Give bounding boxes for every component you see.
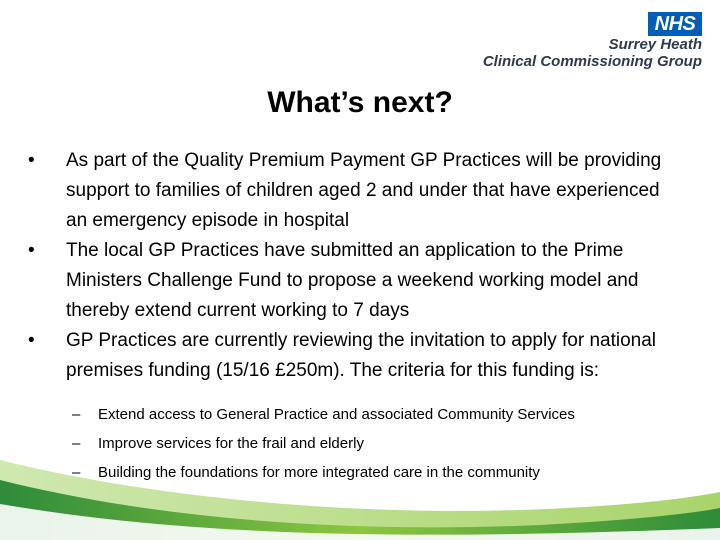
sub-bullet-text: Extend access to General Practice and associated Community Services xyxy=(98,406,575,423)
sub-bullet-marker: – xyxy=(72,435,81,452)
bullet-text: The local GP Practices have submitted an application to the Prime Ministers Challenge Fund to propose a weekend working model and thereby extend current working to 7 days xyxy=(66,240,639,321)
bullet-marker: • xyxy=(28,240,35,261)
sub-bullet-marker: – xyxy=(72,406,81,423)
sub-bullet-list xyxy=(66,400,682,487)
sub-bullet-marker: – xyxy=(72,464,81,481)
nhs-logo-mark: NHS xyxy=(648,12,702,36)
bullet-text: GP Practices are currently reviewing the invitation to apply for national premises funding (15/16 £250m). The criteria for this funding is: xyxy=(66,330,657,381)
sub-bullet-item xyxy=(66,429,682,458)
organisation-name-line1: Surrey Heath xyxy=(608,36,702,53)
bullet-item xyxy=(22,146,682,236)
sub-bullet-item xyxy=(66,400,682,429)
sub-bullet-text: Improve services for the frail and elderly xyxy=(98,435,364,452)
bullet-item xyxy=(22,326,682,487)
bullet-marker: • xyxy=(28,330,35,351)
bullet-item xyxy=(22,236,682,326)
slide-title: What’s next? xyxy=(267,86,453,119)
bullet-text: As part of the Quality Premium Payment GP Practices will be providing support to families of children aged 2 and under that have experienced an emergency episode in hospital xyxy=(66,150,662,231)
nhs-logo xyxy=(442,12,702,72)
bullet-marker: • xyxy=(28,150,35,171)
sub-bullet-text: Building the foundations for more integrated care in the community xyxy=(98,464,540,481)
bullet-list xyxy=(22,146,682,487)
organisation-name-line2: Clinical Commissioning Group xyxy=(482,53,702,70)
sub-bullet-item xyxy=(66,458,682,487)
